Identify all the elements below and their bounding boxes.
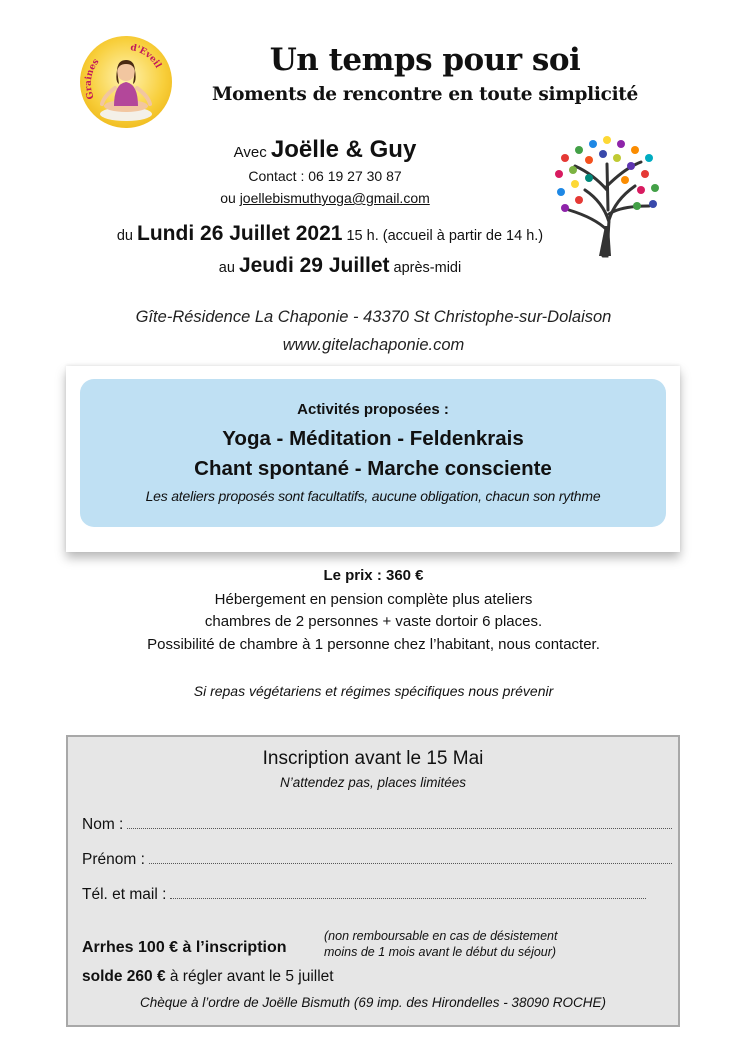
diet-note: Si repas végétariens et régimes spécifiques nous prévenir [193, 683, 554, 699]
registration-title: Inscription avant le 15 Mai [262, 748, 484, 769]
tree-icon [545, 130, 665, 260]
activities-note: Les ateliers proposés sont facultatifs, aucune obligation, chacun son rythme [145, 488, 601, 504]
tel-mail-field[interactable] [82, 886, 646, 904]
price-detail-3: Possibilité de chambre à 1 personne chez l’habitant, nous contacter. [147, 636, 600, 653]
yoga-figure-icon [80, 36, 172, 128]
nom-label: Nom : [82, 816, 124, 833]
email-prefix: ou [220, 190, 236, 206]
end-date-line [130, 254, 550, 278]
contact-email-line [150, 190, 500, 206]
deposit-note-line-2: moins de 1 mois avant le début du séjour) [324, 945, 557, 959]
graines-d-eveil-logo [80, 36, 172, 128]
hosts-names: Joëlle & Guy [270, 136, 417, 163]
balance-due: à régler avant le 5 juillet [165, 968, 334, 985]
page-title: Un temps pour soi [269, 42, 581, 78]
cheque-instructions: Chèque à l’ordre de Joëlle Bismuth (69 imp. des Hirondelles - 38090 ROCHE) [140, 995, 606, 1010]
nom-field[interactable] [82, 816, 672, 834]
venue-website[interactable]: www.gitelachaponie.com [282, 336, 465, 354]
balance-amount: solde 260 € [82, 968, 166, 985]
price-detail-2: chambres de 2 personnes + vaste dortoir 6 places. [204, 613, 543, 630]
hosts-prefix: Avec [233, 144, 267, 161]
prenom-field[interactable] [82, 851, 672, 869]
tel-mail-line[interactable] [170, 898, 646, 899]
price: Le prix : 360 € [323, 567, 424, 584]
prenom-label: Prénom : [82, 851, 145, 868]
deposit-note-line-1: (non remboursable en cas de désistement [324, 929, 558, 943]
page-subtitle: Moments de rencontre en toute simplicité [211, 84, 639, 105]
registration-subtitle: N’attendez pas, places limitées [279, 775, 467, 790]
deposit: Arrhes 100 € à l’inscription [82, 939, 287, 956]
svg-text:d'Eveil: d'Eveil [129, 42, 163, 70]
activities-list-1: Yoga - Méditation - Feldenkrais [222, 427, 524, 450]
balance [82, 968, 334, 986]
prenom-line[interactable] [149, 863, 672, 864]
contact-phone: Contact : 06 19 27 30 87 [248, 168, 402, 184]
start-date: Lundi 26 Juillet 2021 [137, 222, 343, 245]
deposit-note [324, 928, 594, 960]
end-prefix: au [218, 260, 235, 276]
start-date-line [40, 222, 620, 246]
nom-line[interactable] [127, 828, 672, 829]
price-detail-1: Hébergement en pension complète plus ateliers [214, 591, 533, 608]
venue-address: Gîte-Résidence La Chaponie - 43370 St Christophe-sur-Dolaison [135, 308, 612, 326]
start-detail: 15 h. (accueil à partir de 14 h.) [346, 228, 544, 244]
tel-mail-label: Tél. et mail : [82, 886, 167, 903]
svg-text:Graines: Graines [83, 57, 102, 101]
yoga-tree-illustration [545, 130, 665, 260]
hosts-line [180, 136, 470, 164]
activities-list-2: Chant spontané - Marche consciente [194, 457, 552, 480]
start-prefix: du [116, 228, 133, 244]
email-link[interactable]: joellebismuthyoga@gmail.com [239, 190, 430, 206]
end-detail: après-midi [393, 260, 462, 276]
end-date: Jeudi 29 Juillet [238, 254, 390, 277]
activities-heading: Activités proposées : [297, 401, 449, 418]
